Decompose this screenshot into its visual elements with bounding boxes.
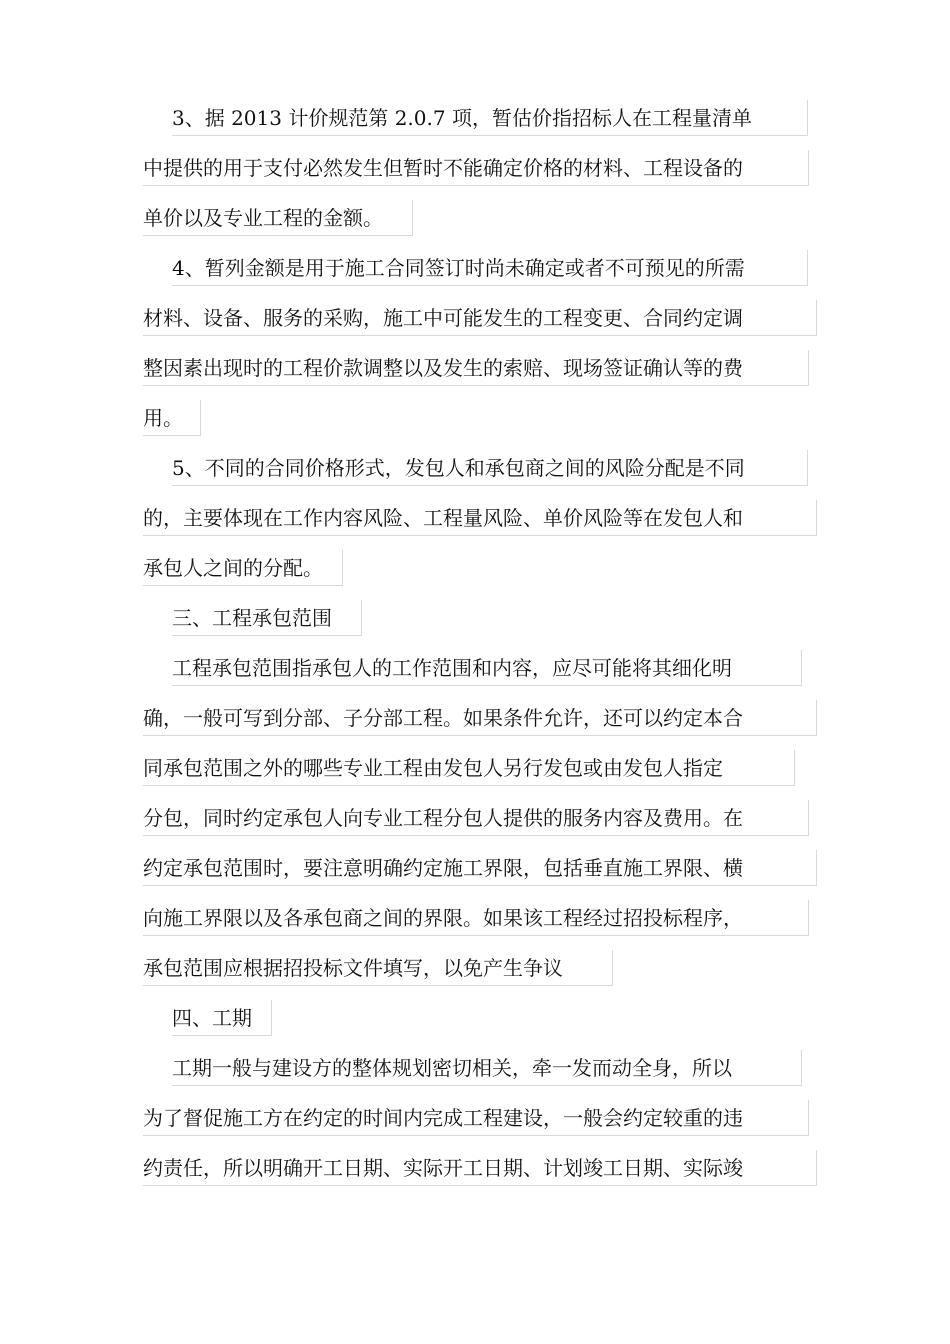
text-line: 为了督促施工方在约定的时间内完成工程建设，一般会约定较重的违 bbox=[143, 1100, 809, 1136]
text-line: 向施工界限以及各承包商之间的界限。如果该工程经过招投标程序， bbox=[143, 900, 809, 936]
text-line: 约责任，所以明确开工日期、实际开工日期、计划竣工日期、实际竣 bbox=[143, 1150, 817, 1186]
text-line: 同承包范围之外的哪些专业工程由发包人另行发包或由发包人指定 bbox=[143, 750, 795, 786]
text-line: 用。 bbox=[143, 400, 201, 436]
text-line: 4、暂列金额是用于施工合同签订时尚未确定或者不可预见的所需 bbox=[172, 250, 808, 286]
text-line: 整因素出现时的工程价款调整以及发生的索赔、现场签证确认等的费 bbox=[143, 350, 809, 386]
text-line: 确，一般可写到分部、子分部工程。如果条件允许，还可以约定本合 bbox=[143, 700, 817, 736]
text-line: 5、不同的合同价格形式，发包人和承包商之间的风险分配是不同 bbox=[172, 450, 808, 486]
section-heading: 四、工期 bbox=[172, 1000, 272, 1036]
text-line: 分包，同时约定承包人向专业工程分包人提供的服务内容及费用。在 bbox=[143, 800, 809, 836]
text-line: 的，主要体现在工作内容风险、工程量风险、单价风险等在发包人和 bbox=[143, 500, 817, 536]
text-line: 材料、设备、服务的采购，施工中可能发生的工程变更、合同约定调 bbox=[143, 300, 817, 336]
section-heading: 三、工程承包范围 bbox=[172, 600, 362, 636]
text-line: 承包范围应根据招投标文件填写，以免产生争议 bbox=[143, 950, 613, 986]
text-line: 工期一般与建设方的整体规划密切相关，牵一发而动全身，所以 bbox=[172, 1050, 802, 1086]
text-line: 约定承包范围时，要注意明确约定施工界限，包括垂直施工界限、横 bbox=[143, 850, 817, 886]
text-line: 3、据 2013 计价规范第 2.0.7 项，暂估价指招标人在工程量清单 bbox=[172, 100, 808, 136]
text-line: 工程承包范围指承包人的工作范围和内容，应尽可能将其细化明 bbox=[172, 650, 802, 686]
text-line: 中提供的用于支付必然发生但暂时不能确定价格的材料、工程设备的 bbox=[143, 150, 809, 186]
text-line: 承包人之间的分配。 bbox=[143, 550, 343, 586]
text-line: 单价以及专业工程的金额。 bbox=[143, 200, 413, 236]
